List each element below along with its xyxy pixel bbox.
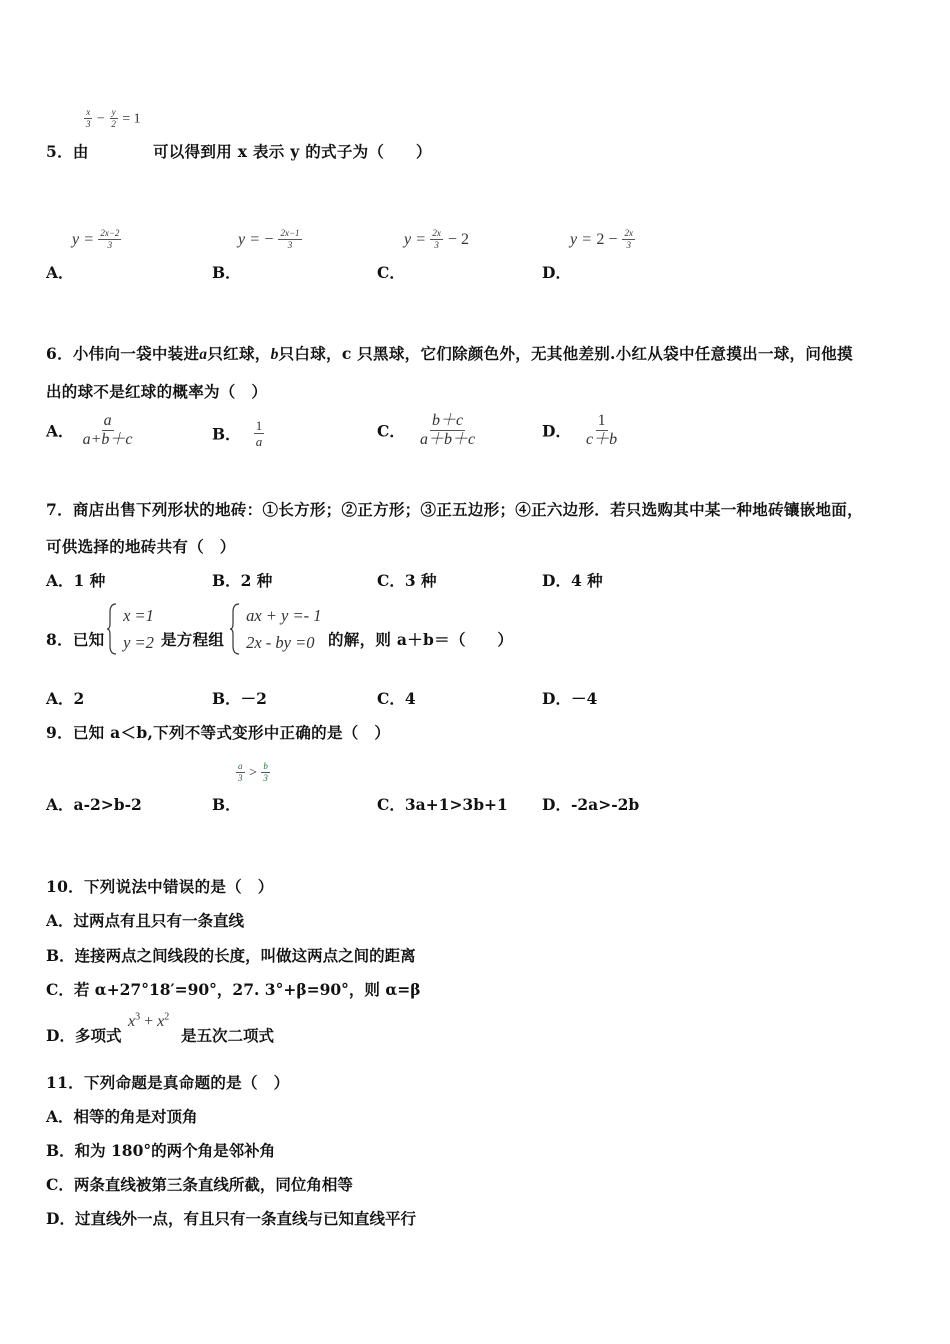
q6-stem-line1: 6．小伟向一袋中装进a只红球，b只白球，c 只黑球，它们除颜色外，无其他差别.小红从袋中任意摸出一球，问他摸 bbox=[46, 344, 853, 363]
q6-option-d-frac: $\frac{1}{c+b}$ bbox=[586, 412, 618, 448]
q8-solution-y: y =2 bbox=[123, 633, 154, 652]
q5-option-b-expr: y = − $\frac{2x-1}{3}$ bbox=[238, 228, 300, 250]
q5-frac-x-den: 3 bbox=[86, 119, 91, 129]
q8-stem-suffix: 的解，则 a＋b＝（ ） bbox=[328, 630, 514, 649]
q8-solution-x: x =1 bbox=[123, 606, 154, 625]
q10-option-d[interactable] bbox=[46, 1024, 121, 1046]
q6-option-c-label: C． bbox=[377, 421, 405, 441]
q7-option-c[interactable]: C．3 种 bbox=[377, 571, 437, 590]
q6-option-b[interactable] bbox=[212, 419, 264, 448]
q8-left-brace-1 bbox=[106, 602, 118, 656]
q6-option-a[interactable] bbox=[46, 413, 135, 448]
q11-option-a[interactable]: A．相等的角是对顶角 bbox=[46, 1107, 198, 1126]
q6-stem-line2: 出的球不是红球的概率为（ ） bbox=[46, 382, 268, 401]
q5-eq-minus: − bbox=[96, 111, 105, 127]
q8-left-brace-2 bbox=[229, 602, 241, 656]
q8-option-a[interactable]: A．2 bbox=[46, 689, 85, 708]
q7-stem-line2: 可供选择的地砖共有（ ） bbox=[46, 537, 236, 556]
q7-option-d[interactable]: D．4 种 bbox=[542, 571, 603, 590]
q5-stem-suffix: 可以得到用 x 表示 y 的式子为（ ） bbox=[153, 142, 432, 161]
q5-option-c-expr: y = $\frac{2x}{3}$ − 2 bbox=[404, 228, 469, 250]
q5-option-c-label[interactable]: C． bbox=[377, 263, 405, 282]
q8-equation-2: 2x - by =0 bbox=[246, 633, 315, 652]
q5-option-d-label[interactable]: D． bbox=[542, 263, 571, 282]
q10-option-d-expr: $x^3 + x^2$ bbox=[128, 1011, 170, 1030]
q5-option-a-expr: y = $\frac{2x-2}{3}$ bbox=[72, 228, 120, 250]
q9-option-d[interactable]: D．-2a>-2b bbox=[542, 795, 640, 814]
q8-solution-system bbox=[106, 602, 154, 656]
q9-stem: 9．已知 a＜b,下列不等式变形中正确的是（ ） bbox=[46, 723, 391, 742]
q11-option-c[interactable]: C．两条直线被第三条直线所截，同位角相等 bbox=[46, 1175, 353, 1194]
q11-stem: 11．下列命题是真命题的是（ ） bbox=[46, 1073, 290, 1092]
q5-frac-x-num: x bbox=[86, 107, 91, 117]
q7-option-b[interactable]: B．2 种 bbox=[212, 571, 273, 590]
q8-stem-prefix: 8．已知 bbox=[46, 630, 105, 649]
q10-option-d-prefix: D．多项式 bbox=[46, 1026, 122, 1045]
q5-stem-prefix: 5．由 bbox=[46, 142, 89, 161]
q10-option-a[interactable]: A．过两点有且只有一条直线 bbox=[46, 911, 245, 930]
q5-condition-equation bbox=[84, 108, 141, 129]
q10-option-b[interactable]: B．连接两点之间线段的长度，叫做这两点之间的距离 bbox=[46, 946, 416, 965]
q5-option-b-label[interactable]: B． bbox=[212, 263, 241, 282]
q5-option-d-expr: y = 2 − $\frac{2x}{3}$ bbox=[570, 228, 633, 250]
q7-option-a[interactable]: A．1 种 bbox=[46, 571, 106, 590]
q6-option-d[interactable] bbox=[542, 413, 619, 448]
q6-option-b-frac: $\frac{1}{a}$ bbox=[255, 418, 263, 449]
q10-option-c[interactable]: C．若 α+27°18′=90°，27. 3°+β=90°，则 α=β bbox=[46, 980, 421, 999]
q10-stem: 10．下列说法中错误的是（ ） bbox=[46, 877, 274, 896]
q8-equation-1: ax + y =- 1 bbox=[246, 606, 322, 625]
q6-option-d-label: D． bbox=[542, 421, 571, 441]
q6-option-a-label: A． bbox=[46, 421, 74, 441]
q9-option-c[interactable]: C．3a+1>3b+1 bbox=[377, 795, 508, 814]
q7-stem-line1: 7．商店出售下列形状的地砖：①长方形；②正方形；③正五边形；④正六边形．若只选购其中某一种地砖镶嵌地面， bbox=[46, 500, 863, 519]
q6-option-c[interactable] bbox=[377, 413, 477, 448]
q5-frac-y-num: y bbox=[111, 107, 116, 117]
q5-option-a-label[interactable]: A． bbox=[46, 263, 74, 282]
q9-option-b[interactable]: B． bbox=[212, 795, 241, 814]
q8-option-c[interactable]: C．4 bbox=[377, 689, 416, 708]
q8-option-b[interactable]: B．－2 bbox=[212, 689, 267, 708]
q11-option-d[interactable]: D．过直线外一点，有且只有一条直线与已知直线平行 bbox=[46, 1209, 416, 1228]
q9-option-b-expr: $\frac{a}{3}$ > $\frac{b}{3}$ bbox=[238, 761, 268, 783]
q6-option-b-label: B． bbox=[212, 424, 241, 444]
q6-option-c-frac: $\frac{b+c}{a+b+c}$ bbox=[419, 412, 476, 448]
q5-eq-rhs: = 1 bbox=[122, 111, 141, 127]
q11-option-b[interactable]: B．和为 180°的两个角是邻补角 bbox=[46, 1141, 276, 1160]
q8-option-d[interactable]: D．－4 bbox=[542, 689, 598, 708]
q9-option-a[interactable]: A．a-2>b-2 bbox=[46, 795, 142, 814]
q8-stem-mid: 是方程组 bbox=[161, 630, 225, 649]
q8-equation-system bbox=[229, 602, 322, 656]
q5-frac-y-den: 2 bbox=[111, 119, 116, 129]
q10-option-d-suffix: 是五次二项式 bbox=[181, 1026, 275, 1045]
q6-option-a-frac: $\frac{a}{a+b+c}$ bbox=[82, 412, 133, 448]
